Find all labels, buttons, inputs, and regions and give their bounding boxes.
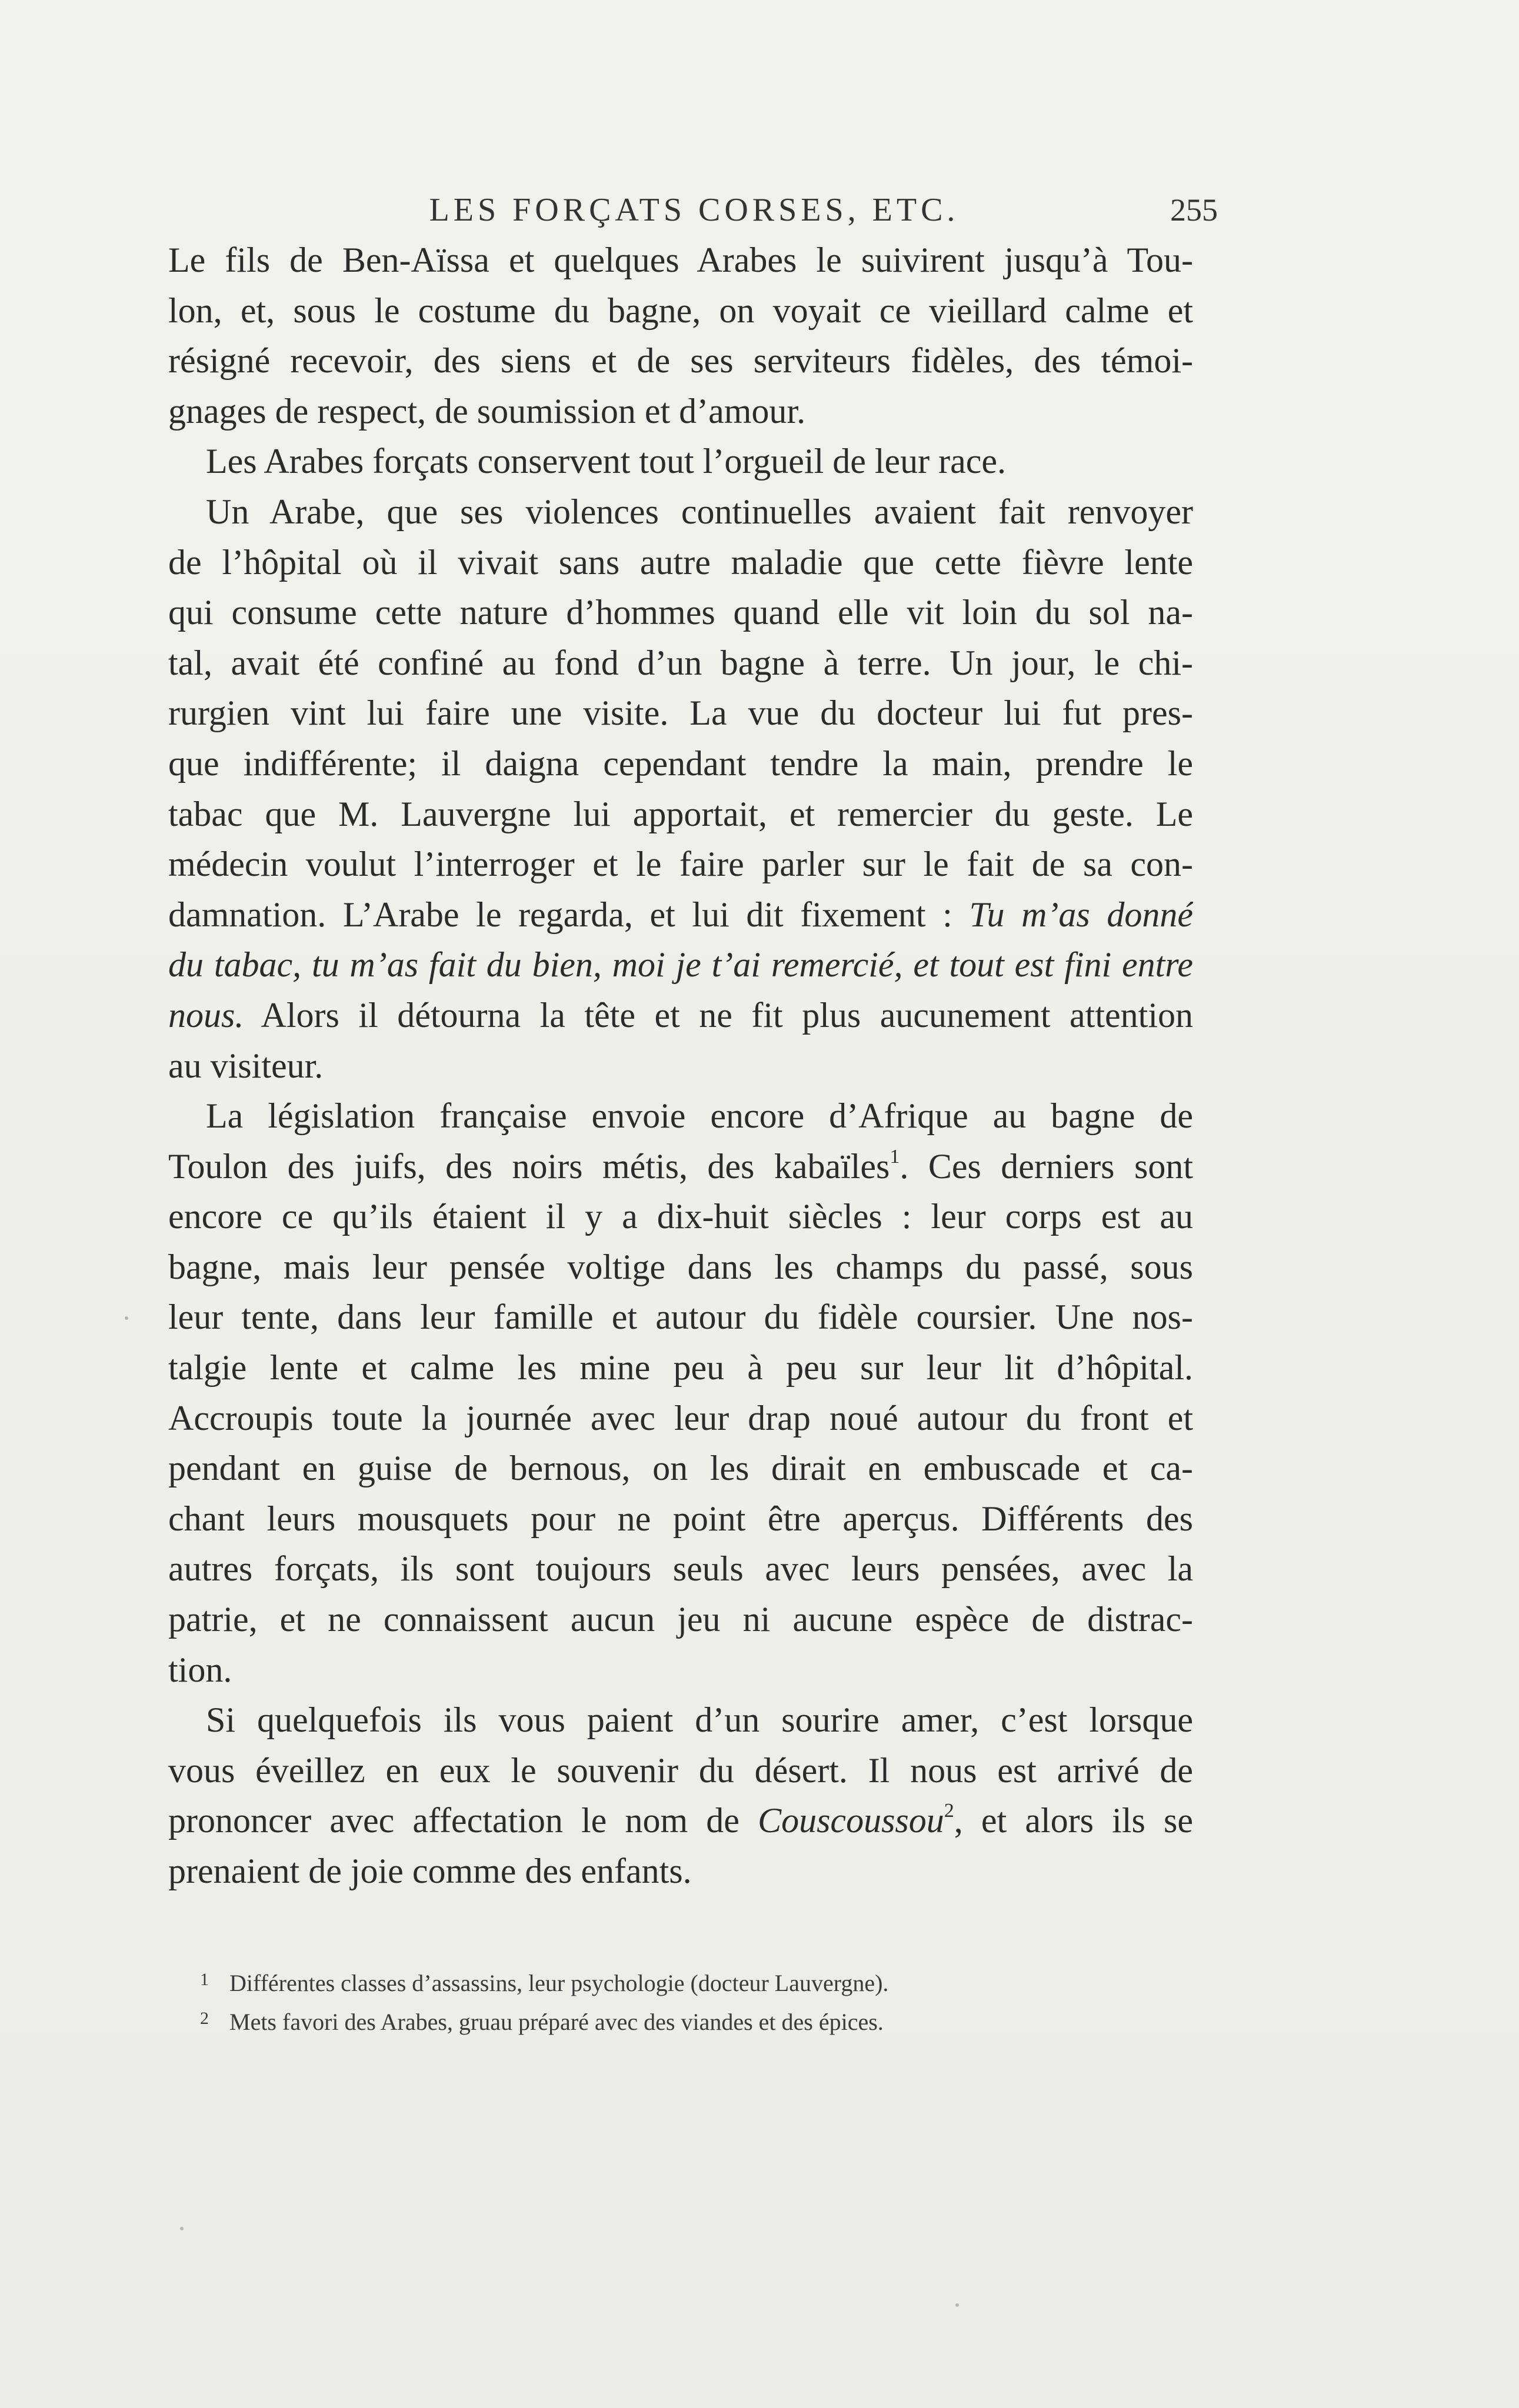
text-line: tabac que M. Lauvergne lui apportait, et remercier du geste. Le <box>168 794 1193 833</box>
text-line: Accroupis toute la journée avec leur drap noué autour du front et <box>168 1398 1193 1438</box>
text-line: lon, et, sous le costume du bagne, on voyait ce vieillard calme et <box>168 291 1193 330</box>
text-line: patrie, et ne connaissent aucun jeu ni aucune espèce de distrac- <box>168 1600 1193 1639</box>
text-line: qui consume cette nature d’hommes quand elle vit loin du sol na- <box>168 593 1193 632</box>
text-line: gnages de respect, de soumission et d’amour. <box>168 391 806 431</box>
text-line: rurgien vint lui faire une visite. La vue du docteur lui fut pres- <box>168 693 1193 733</box>
text-line: médecin voulut l’interroger et le faire parler sur le fait de sa con- <box>168 845 1193 884</box>
footnote-ref: 2 <box>944 1800 954 1822</box>
footnote-mark: 2 <box>200 2009 209 2028</box>
text-line: au visiteur. <box>168 1046 324 1085</box>
text-line: de l’hôpital où il vivait sans autre maladie que cette fièvre lente <box>168 542 1193 582</box>
text-line: pendant en guise de bernous, on les dirait en embuscade et ca- <box>168 1449 1193 1488</box>
text-line: bagne, mais leur pensée voltige dans les champs du passé, sous <box>168 1247 1193 1286</box>
text-line: Les Arabes forçats conservent tout l’orgueil de leur race. <box>206 442 1007 481</box>
italic-quote: du tabac, tu m’as fait du bien, moi je t’ai remercié, et tout est fini entre <box>168 945 1193 985</box>
footnote-mark: 1 <box>200 1970 209 1989</box>
running-head <box>171 189 1218 231</box>
text-line: Si quelquefois ils vous paient d’un sourire amer, c’est lorsque <box>206 1700 1193 1740</box>
text-line: prononcer avec affectation le nom de Couscoussou$^2$, et alors ils se <box>168 1800 1193 1840</box>
italic-word: Couscoussou <box>758 1801 944 1840</box>
text-line: Le fils de Ben-Aïssa et quelques Arabes le suivirent jusqu’à Tou- <box>168 241 1193 279</box>
text-line: nous. Alors il détourna la tête et ne fit plus aucunement attention <box>168 995 1193 1035</box>
text-line: leur tente, dans leur famille et autour du fidèle coursier. Une nos- <box>168 1298 1193 1337</box>
text-line: Un Arabe, que ses violences continuelles avaient fait renvoyer <box>206 492 1193 531</box>
footnote <box>200 2001 1082 2040</box>
text-line: autres forçats, ils sont toujours seuls avec leurs pensées, avec la <box>168 1549 1193 1589</box>
text-line: Toulon des juifs, des noirs métis, des kabaïles$^1$. Ces derniers sont <box>168 1145 1193 1186</box>
footnotes <box>200 1962 1082 2040</box>
italic-quote: nous. <box>168 995 244 1035</box>
paper-speck <box>955 2303 959 2307</box>
text-line: damnation. L’Arabe le regarda, et lui dit fixement : Tu m’as donné <box>168 895 1193 934</box>
footnote-ref: 1 <box>890 1145 900 1168</box>
text-line: vous éveillez en eux le souvenir du désert. Il nous est arrivé de <box>168 1750 1193 1790</box>
text-line: encore ce qu’ils étaient il y a dix-huit siècles : leur corps est au <box>168 1197 1193 1236</box>
page-number: 255 <box>1170 192 1218 228</box>
footnote-text: Mets favori des Arabes, gruau préparé avec des viandes et des épices. <box>229 2009 884 2035</box>
text-line: prenaient de joie comme des enfants. <box>168 1852 692 1890</box>
footnote-text: Différentes classes d’assassins, leur psychologie (docteur Lauvergne). <box>229 1970 889 1996</box>
running-title: LES FORÇATS CORSES, ETC. <box>429 192 960 228</box>
text-line: résigné recevoir, des siens et de ses serviteurs fidèles, des témoi- <box>168 341 1193 381</box>
body-text <box>168 235 1193 1897</box>
italic-quote: Tu m’as donné <box>969 895 1193 934</box>
text-line: chant leurs mousquets pour ne point être aperçus. Différents des <box>168 1499 1193 1538</box>
paper-speck <box>180 2227 184 2230</box>
text-line: que indifférente; il daigna cependant tendre la main, prendre le <box>168 743 1193 783</box>
footnote <box>200 1962 1082 2001</box>
text-line: tal, avait été confiné au fond d’un bagne à terre. Un jour, le chi- <box>168 643 1193 682</box>
text-line <box>168 940 1193 990</box>
text-line: talgie lente et calme les mine peu à peu sur leur lit d’hôpital. <box>168 1348 1193 1388</box>
text-line: La législation française envoie encore d’Afrique au bagne de <box>206 1096 1193 1136</box>
text-line: tion. <box>168 1650 232 1689</box>
paper-speck <box>125 1316 128 1320</box>
